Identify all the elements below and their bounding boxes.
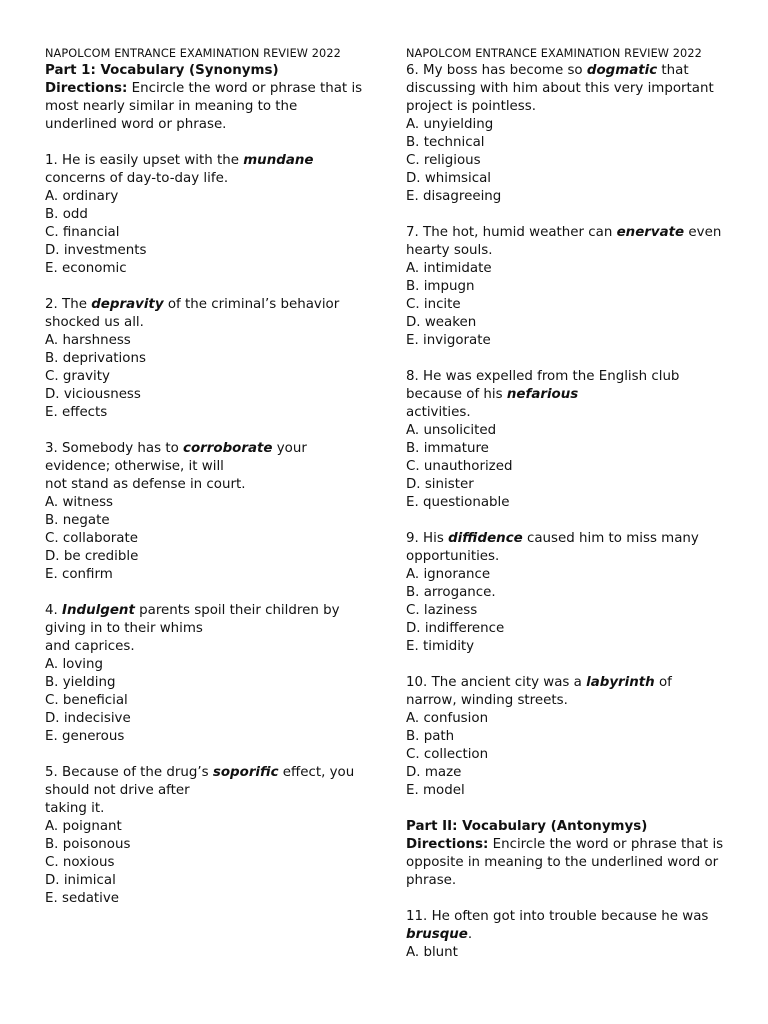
- target-word: Indulgent: [62, 603, 135, 618]
- target-word: soporific: [212, 765, 279, 780]
- answer-option[interactable]: C. financial: [45, 225, 120, 240]
- question-7: [406, 224, 736, 350]
- target-word: nefarious: [506, 387, 579, 402]
- answer-option[interactable]: B. odd: [45, 207, 88, 222]
- question-stem: 1. He is easily upset with the mundane: [45, 153, 314, 168]
- question-stem: 7. The hot, humid weather can enervate even: [406, 225, 722, 240]
- question-stem: 6. My boss has become so dogmatic that: [406, 63, 689, 78]
- answer-option[interactable]: C. noxious: [45, 855, 115, 870]
- question-stem: 5. Because of the drug’s soporific effect, you: [45, 765, 355, 780]
- answer-option[interactable]: A. witness: [45, 495, 114, 510]
- page-header: NAPOLCOM ENTRANCE EXAMINATION REVIEW 2022: [406, 47, 702, 60]
- answer-option[interactable]: B. deprivations: [45, 351, 146, 366]
- question-10: [406, 674, 736, 800]
- answer-option[interactable]: B. yielding: [45, 675, 116, 690]
- question-stem: 4. Indulgent parents spoil their children by: [45, 603, 340, 618]
- answer-option[interactable]: C. religious: [406, 153, 481, 168]
- question-stem: 9. His diffidence caused him to miss many: [406, 531, 699, 546]
- right-column: [406, 46, 736, 962]
- target-word: brusque: [406, 927, 468, 942]
- part1-title: Part 1: Vocabulary (Synonyms): [45, 63, 279, 78]
- question-stem: because of his nefarious: [406, 387, 579, 402]
- answer-option[interactable]: E. sedative: [45, 891, 120, 906]
- part2-directions-line: [406, 836, 736, 854]
- target-word: diffidence: [448, 531, 523, 546]
- question-stem: evidence; otherwise, it will: [45, 459, 224, 474]
- answer-option[interactable]: B. negate: [45, 513, 110, 528]
- answer-option[interactable]: C. laziness: [406, 603, 478, 618]
- question-stem: activities.: [406, 405, 471, 420]
- answer-option[interactable]: D. be credible: [45, 549, 139, 564]
- answer-option[interactable]: A. ordinary: [45, 189, 119, 204]
- target-word: depravity: [91, 297, 164, 312]
- target-word: labyrinth: [586, 675, 655, 690]
- answer-option[interactable]: E. economic: [45, 261, 127, 276]
- answer-option[interactable]: E. questionable: [406, 495, 510, 510]
- answer-option[interactable]: A. blunt: [406, 945, 458, 960]
- question-stem: taking it.: [45, 801, 105, 816]
- question-6: [406, 62, 736, 206]
- question-9: [406, 530, 736, 656]
- answer-option[interactable]: E. timidity: [406, 639, 475, 654]
- left-column: [45, 46, 385, 908]
- answer-option[interactable]: B. arrogance.: [406, 585, 496, 600]
- answer-option[interactable]: C. collection: [406, 747, 489, 762]
- answer-option[interactable]: C. unauthorized: [406, 459, 513, 474]
- answer-option[interactable]: D. inimical: [45, 873, 116, 888]
- answer-option[interactable]: A. loving: [45, 657, 103, 672]
- part2-directions-line: opposite in meaning to the underlined word or: [406, 855, 719, 870]
- answer-option[interactable]: E. confirm: [45, 567, 113, 582]
- answer-option[interactable]: B. impugn: [406, 279, 475, 294]
- answer-option[interactable]: E. effects: [45, 405, 108, 420]
- answer-option[interactable]: D. viciousness: [45, 387, 141, 402]
- answer-option[interactable]: D. investments: [45, 243, 147, 258]
- question-2: [45, 296, 385, 422]
- question-stem: discussing with him about this very important: [406, 81, 714, 96]
- directions-label: Directions:: [406, 837, 489, 852]
- part1-directions-line: underlined word or phrase.: [45, 117, 227, 132]
- answer-option[interactable]: A. intimidate: [406, 261, 492, 276]
- answer-option[interactable]: E. disagreeing: [406, 189, 502, 204]
- answer-option[interactable]: A. unyielding: [406, 117, 494, 132]
- question-stem: shocked us all.: [45, 315, 144, 330]
- part1-directions-line: [45, 80, 385, 98]
- answer-option[interactable]: A. harshness: [45, 333, 131, 348]
- answer-option[interactable]: A. poignant: [45, 819, 122, 834]
- answer-option[interactable]: B. immature: [406, 441, 489, 456]
- question-stem: brusque.: [406, 927, 473, 942]
- question-stem: 3. Somebody has to corroborate your: [45, 441, 307, 456]
- answer-option[interactable]: D. maze: [406, 765, 462, 780]
- page-header: NAPOLCOM ENTRANCE EXAMINATION REVIEW 2022: [45, 47, 341, 60]
- answer-option[interactable]: D. whimsical: [406, 171, 492, 186]
- question-3: [45, 440, 385, 584]
- target-word: mundane: [243, 153, 314, 168]
- directions-label: Directions:: [45, 81, 128, 96]
- question-stem: concerns of day-to-day life.: [45, 171, 229, 186]
- answer-option[interactable]: E. generous: [45, 729, 125, 744]
- answer-option[interactable]: A. confusion: [406, 711, 489, 726]
- question-stem: hearty souls.: [406, 243, 493, 258]
- answer-option[interactable]: A. unsolicited: [406, 423, 497, 438]
- target-word: enervate: [616, 225, 685, 240]
- answer-option[interactable]: D. sinister: [406, 477, 474, 492]
- question-stem: giving in to their whims: [45, 621, 203, 636]
- question-8: [406, 368, 736, 512]
- question-stem: 11. He often got into trouble because he was: [406, 909, 709, 924]
- question-1: [45, 152, 385, 278]
- answer-option[interactable]: D. indecisive: [45, 711, 131, 726]
- answer-option[interactable]: B. poisonous: [45, 837, 131, 852]
- question-stem: 8. He was expelled from the English club: [406, 369, 680, 384]
- question-5: [45, 764, 385, 908]
- question-4: [45, 602, 385, 746]
- part1-directions-line: most nearly similar in meaning to the: [45, 99, 298, 114]
- answer-option[interactable]: C. collaborate: [45, 531, 138, 546]
- directions-text: Encircle the word or phrase that is: [127, 81, 363, 96]
- answer-option[interactable]: D. indifference: [406, 621, 505, 636]
- answer-option[interactable]: D. weaken: [406, 315, 477, 330]
- question-stem: 10. The ancient city was a labyrinth of: [406, 675, 672, 690]
- directions-text: Encircle the word or phrase that is: [488, 837, 724, 852]
- part2-title: Part II: Vocabulary (Antonymys): [406, 819, 648, 834]
- question-stem: narrow, winding streets.: [406, 693, 568, 708]
- part2-directions-line: phrase.: [406, 873, 457, 888]
- question-stem: project is pointless.: [406, 99, 537, 114]
- question-stem: should not drive after: [45, 783, 190, 798]
- question-stem: opportunities.: [406, 549, 500, 564]
- answer-option[interactable]: B. path: [406, 729, 455, 744]
- question-stem: and caprices.: [45, 639, 135, 654]
- answer-option[interactable]: C. incite: [406, 297, 461, 312]
- question-11: [406, 908, 736, 962]
- question-stem: not stand as defense in court.: [45, 477, 246, 492]
- answer-option[interactable]: B. technical: [406, 135, 485, 150]
- answer-option[interactable]: C. gravity: [45, 369, 110, 384]
- target-word: dogmatic: [586, 63, 658, 78]
- answer-option[interactable]: C. beneficial: [45, 693, 128, 708]
- question-stem: 2. The depravity of the criminal’s behavior: [45, 297, 340, 312]
- answer-option[interactable]: A. ignorance: [406, 567, 491, 582]
- answer-option[interactable]: E. invigorate: [406, 333, 491, 348]
- target-word: corroborate: [183, 441, 273, 456]
- answer-option[interactable]: E. model: [406, 783, 465, 798]
